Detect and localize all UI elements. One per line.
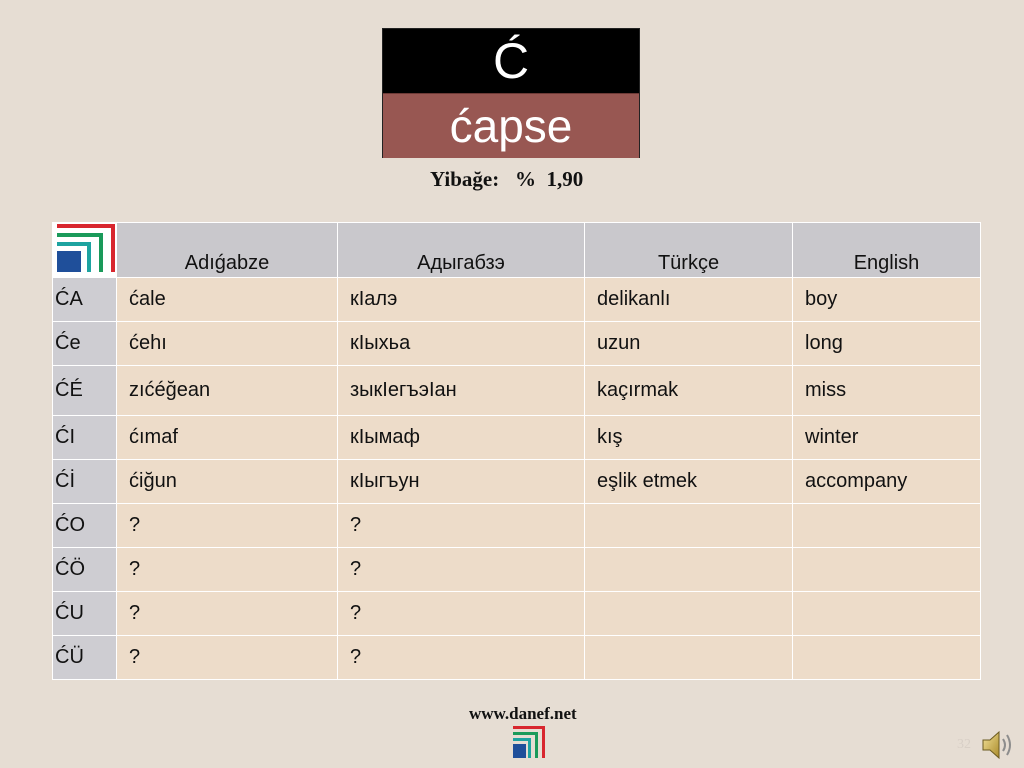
cell-adyghe-latin: ćiğun	[117, 460, 338, 504]
table-row	[53, 322, 981, 366]
table-row	[53, 548, 981, 592]
cell-adyghe-cyrillic: ?	[338, 504, 585, 548]
cell-english: accompany	[793, 460, 981, 504]
speaker-icon[interactable]	[980, 728, 1016, 762]
cell-turkish	[585, 504, 793, 548]
cell-turkish	[585, 548, 793, 592]
cell-adyghe-cyrillic: кIыхьа	[338, 322, 585, 366]
title-box	[382, 28, 640, 158]
cell-adyghe-cyrillic: кIымаф	[338, 416, 585, 460]
cell-adyghe-latin: ćehı	[117, 322, 338, 366]
cell-adyghe-cyrillic: кIалэ	[338, 278, 585, 322]
danef-logo-icon	[513, 726, 545, 758]
table-header-row	[53, 223, 981, 278]
cell-turkish	[585, 636, 793, 680]
cell-turkish: kış	[585, 416, 793, 460]
row-letter: ĆI	[53, 416, 117, 460]
cell-adyghe-latin: ?	[117, 592, 338, 636]
cell-adyghe-cyrillic: зыкIегъэIан	[338, 366, 585, 416]
cell-adyghe-latin: ćımaf	[117, 416, 338, 460]
header-adyghe-cyrillic: Адыгабзэ	[338, 223, 585, 278]
frequency-line	[430, 167, 583, 192]
cell-turkish: uzun	[585, 322, 793, 366]
row-letter: ĆO	[53, 504, 117, 548]
header-logo-cell	[53, 223, 117, 278]
row-letter: Će	[53, 322, 117, 366]
table-row	[53, 366, 981, 416]
page-number: 32	[957, 737, 971, 752]
cell-adyghe-latin: ?	[117, 636, 338, 680]
cell-turkish	[585, 592, 793, 636]
cell-turkish: eşlik etmek	[585, 460, 793, 504]
cell-turkish: delikanlı	[585, 278, 793, 322]
table-row	[53, 636, 981, 680]
table-row	[53, 504, 981, 548]
cell-english	[793, 504, 981, 548]
cell-english	[793, 548, 981, 592]
cell-adyghe-latin: ?	[117, 548, 338, 592]
table-row	[53, 460, 981, 504]
header-turkish: Türkçe	[585, 223, 793, 278]
header-adyghe-latin: Adıǵabze	[117, 223, 338, 278]
title-letter: Ć	[383, 29, 639, 93]
table-row	[53, 278, 981, 322]
cell-english: long	[793, 322, 981, 366]
cell-english	[793, 636, 981, 680]
row-letter: Ćİ	[53, 460, 117, 504]
cell-english	[793, 592, 981, 636]
frequency-value: 1,90	[546, 167, 584, 191]
row-letter: ĆA	[53, 278, 117, 322]
row-letter: ĆU	[53, 592, 117, 636]
header-english: English	[793, 223, 981, 278]
table-row	[53, 416, 981, 460]
cell-english: miss	[793, 366, 981, 416]
row-letter: ĆÖ	[53, 548, 117, 592]
cell-turkish: kaçırmak	[585, 366, 793, 416]
cell-adyghe-latin: zıćéğean	[117, 366, 338, 416]
cell-adyghe-latin: ?	[117, 504, 338, 548]
cell-adyghe-cyrillic: ?	[338, 592, 585, 636]
title-word: ćapse	[383, 93, 639, 158]
cell-english: boy	[793, 278, 981, 322]
cell-adyghe-cyrillic: ?	[338, 636, 585, 680]
footer-url-link[interactable]: www.danef.net	[469, 704, 577, 723]
vocabulary-table	[52, 222, 981, 680]
cell-adyghe-latin: ćale	[117, 278, 338, 322]
table-row	[53, 592, 981, 636]
cell-adyghe-cyrillic: кIыгъун	[338, 460, 585, 504]
row-letter: ĆÉ	[53, 366, 117, 416]
cell-english: winter	[793, 416, 981, 460]
danef-logo-icon	[55, 224, 115, 276]
cell-adyghe-cyrillic: ?	[338, 548, 585, 592]
frequency-label: Yibağe:	[430, 167, 500, 191]
frequency-symbol: %	[514, 167, 536, 191]
row-letter: ĆÜ	[53, 636, 117, 680]
